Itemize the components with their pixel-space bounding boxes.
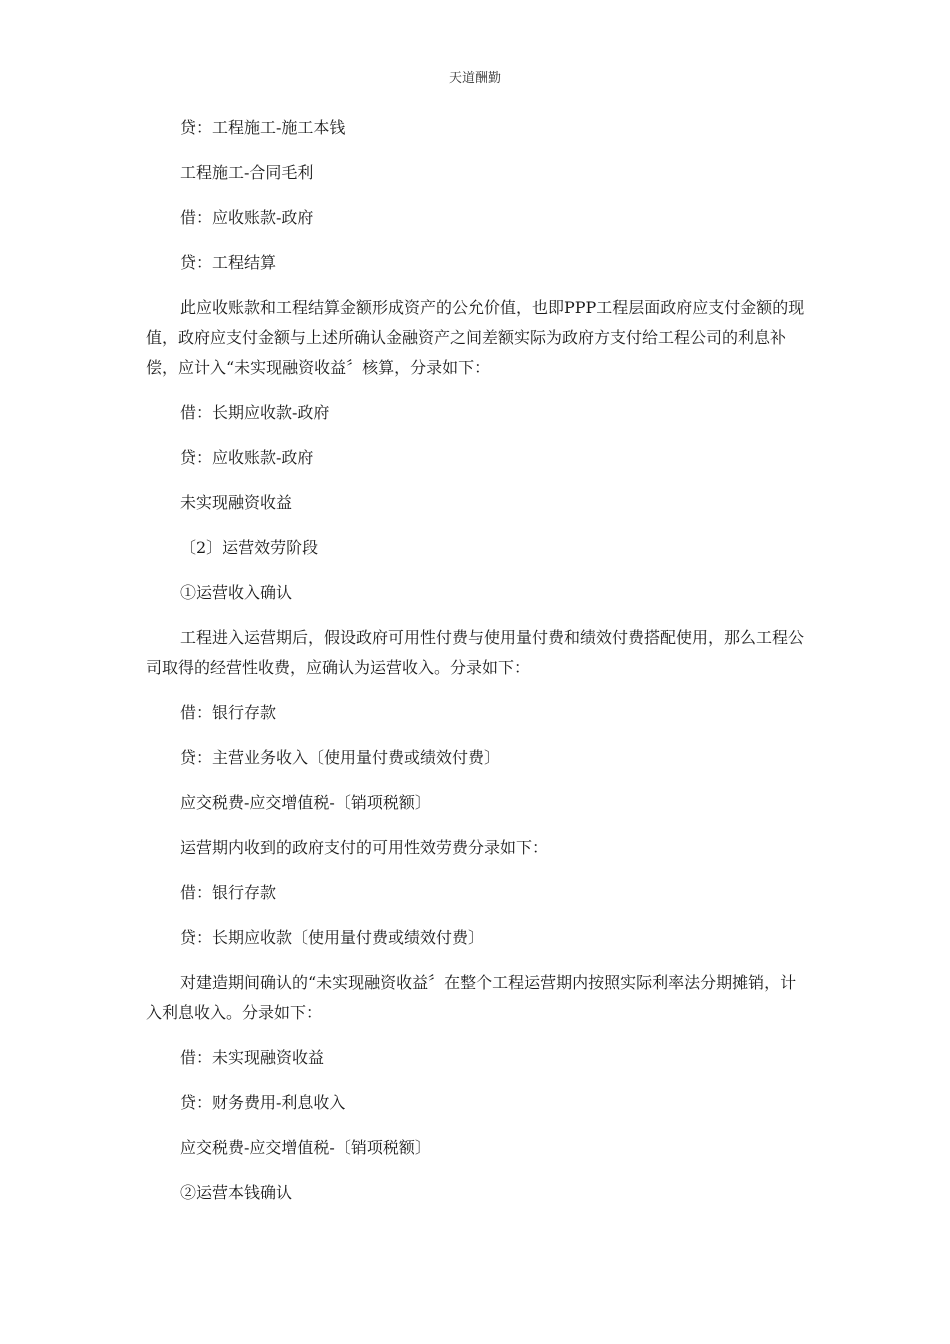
paragraph: 贷：应收账款-政府 (180, 448, 314, 467)
paragraph: 借：未实现融资收益 (180, 1048, 325, 1067)
paragraph: 贷：工程施工-施工本钱 (180, 118, 346, 137)
paragraph: 应交税费-应交增值税-〔销项税额〕 (180, 1138, 431, 1157)
document-body (146, 113, 806, 1223)
paragraph: 应交税费-应交增值税-〔销项税额〕 (180, 793, 431, 812)
paragraph: 贷：工程结算 (180, 253, 277, 272)
paragraph: 运营期内收到的政府支付的可用性效劳费分录如下： (180, 838, 549, 857)
paragraph: 工程施工-合同毛利 (180, 163, 314, 182)
paragraph: 借：长期应收款-政府 (180, 403, 330, 422)
page-header: 天道酬勤 (448, 71, 501, 86)
paragraph: 贷：主营业务收入〔使用量付费或绩效付费〕 (180, 748, 501, 767)
paragraph: ①运营收入确认 (180, 583, 293, 602)
paragraph: 未实现融资收益 (180, 493, 293, 512)
paragraph: 〔2〕运营效劳阶段 (180, 538, 319, 557)
paragraph: 贷：长期应收款〔使用量付费或绩效付费〕 (180, 928, 485, 947)
paragraph: 工程进入运营期后，假设政府可用性付费与使用量付费和绩效付费搭配使用，那么工程公司取得的经营性收费，应确认为运营收入。分录如下： (146, 628, 805, 677)
paragraph: ②运营本钱确认 (180, 1183, 293, 1202)
paragraph: 对建造期间确认的“未实现融资收益〞在整个工程运营期内按照实际利率法分期摊销，计入利息收入。分录如下： (146, 973, 797, 1022)
paragraph: 借：银行存款 (180, 703, 277, 722)
paragraph: 贷：财务费用-利息收入 (180, 1093, 346, 1112)
paragraph: 借：应收账款-政府 (180, 208, 314, 227)
paragraph: 借：银行存款 (180, 883, 277, 902)
paragraph: 此应收账款和工程结算金额形成资产的公允价值，也即PPP工程层面政府应支付金额的现值，政府应支付金额与上述所确认金融资产之间差额实际为政府方支付给工程公司的利息补偿，应计入“未实现融资收益〞核算，分录如下： (146, 298, 805, 377)
